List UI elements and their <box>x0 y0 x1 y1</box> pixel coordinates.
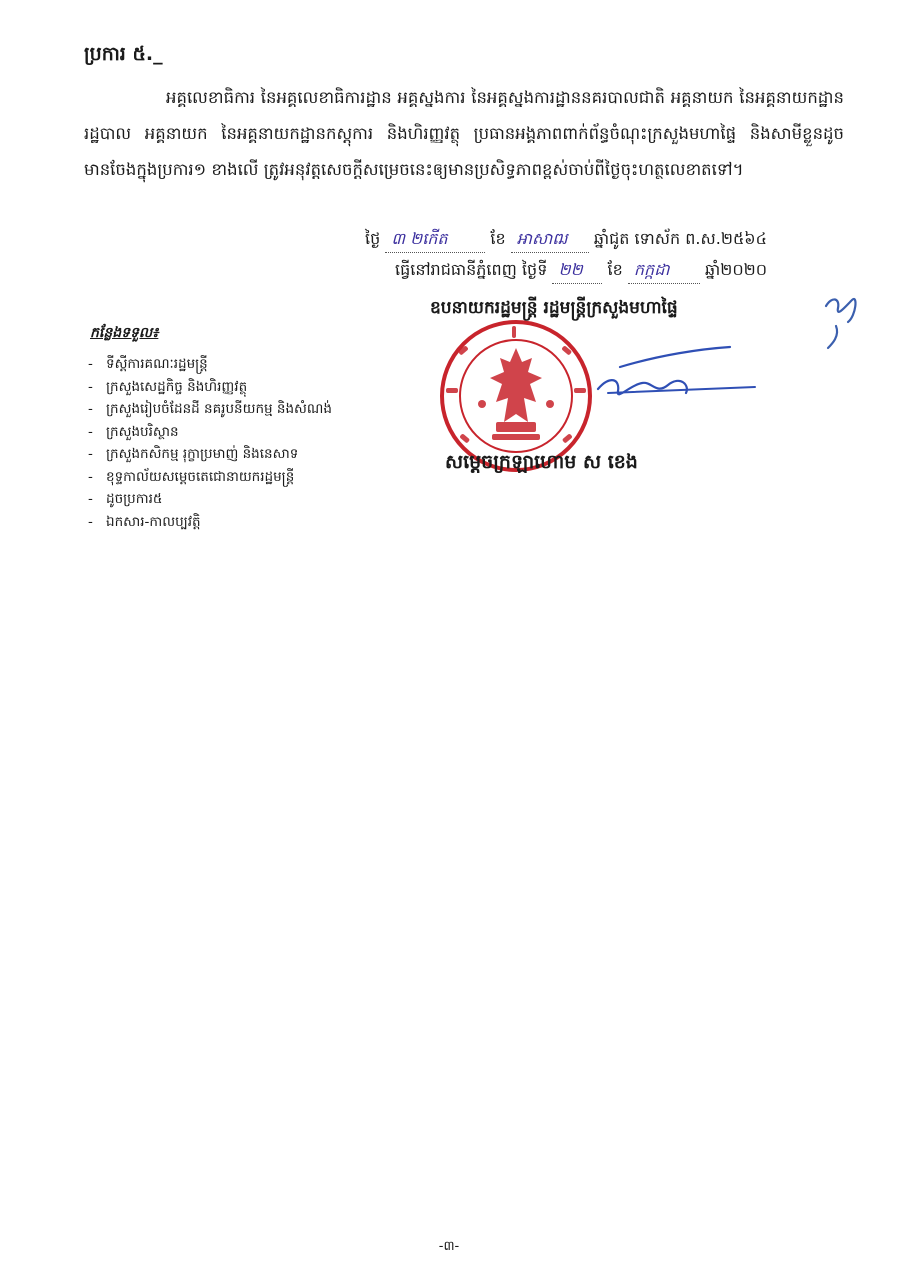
month-handwritten: កក្កដា <box>628 259 700 284</box>
signatory-name: សម្តេចក្រឡាហោម ស ខេង <box>445 451 638 473</box>
lunar-day-handwritten: ៣ ២កើត <box>385 228 485 253</box>
lunar-month-handwritten: អាសាឍ <box>511 228 589 253</box>
lunar-day-prefix: ថ្ងៃ <box>365 229 381 248</box>
lunar-month-prefix: ខែ <box>490 229 506 248</box>
day-handwritten: ២២ <box>552 259 602 284</box>
recipients-heading: កន្លែងទទួល៖ <box>90 325 159 341</box>
recipient-text: ដូចប្រការ៥ <box>106 491 163 507</box>
recipient-text: ក្រសួងរៀបចំដែនដី នគរូបនីយកម្ម និងសំណង់ <box>106 401 332 417</box>
body-paragraph <box>84 80 844 188</box>
handwritten-initials-mark <box>822 286 862 352</box>
recipient-text: ខុទ្ទកាល័យសម្តេចតេជោនាយករដ្ឋមន្ត្រី <box>106 468 295 485</box>
article-heading: ប្រការ ៥._ <box>84 43 163 65</box>
recipient-item <box>88 488 332 511</box>
month-label: ខែ <box>607 260 623 279</box>
solar-date-line <box>395 259 767 284</box>
recipient-text: ឯកសារ-កាលប្បវត្តិ <box>106 513 201 530</box>
recipient-item <box>88 398 332 421</box>
lunar-year: ឆ្នាំជូត ទោស័ក ព.ស.២៥៦៤ <box>593 229 767 248</box>
recipient-item <box>88 511 332 534</box>
recipient-item <box>88 443 332 466</box>
bullet-dash: - <box>88 513 93 530</box>
bullet-dash: - <box>88 468 93 485</box>
lunar-date-line <box>365 228 767 253</box>
bullet-dash: - <box>88 356 93 372</box>
bullet-dash: - <box>88 378 93 395</box>
signature-mark <box>590 345 760 415</box>
bullet-dash: - <box>88 491 93 507</box>
recipients-list <box>88 353 332 533</box>
recipient-item <box>88 466 332 489</box>
signatory-title: ឧបនាយករដ្ឋមន្ត្រី រដ្ឋមន្ត្រីក្រសួងមហាផ្ទៃ <box>430 298 678 318</box>
page-number: -៣- <box>438 1239 460 1254</box>
bullet-dash: - <box>88 446 93 462</box>
recipient-item <box>88 353 332 376</box>
year: ឆ្នាំ២០២០ <box>704 260 768 279</box>
body-text: អគ្គលេខាធិការ នៃអគ្គលេខាធិការដ្ឋាន អគ្គស្នងការ នៃអគ្គស្នងការដ្ឋាននគរបាលជាតិ អគ្គនាយក នៃអគ្គនាយកដ្ឋានរដ្ឋបាល អគ្គនាយក នៃអគ្គនាយកដ្ឋានកស្ដុការ និងហិរញ្ញវត្ថុ ប្រធានអង្គភាពពាក់ព័ន្ធចំណុះក្រសួងមហាផ្ទៃ និងសាមីខ្លួនដូចមានចែងក្នុងប្រការ១ ខាងលើ ត្រូវអនុវត្តសេចក្ដីសម្រេចនេះឲ្យមានប្រសិទ្ធភាពខ្ពស់ចាប់ពីថ្ងៃចុះហត្ថលេខាតទៅ។ <box>84 88 844 179</box>
recipient-text: ទីស្ដីការគណៈរដ្ឋមន្ត្រី <box>106 356 208 372</box>
recipient-item <box>88 376 332 399</box>
recipient-item <box>88 421 332 444</box>
bullet-dash: - <box>88 401 93 417</box>
place-prefix: ធ្វើនៅរាជធានីភ្នំពេញ ថ្ងៃទី <box>395 260 548 279</box>
recipient-text: ក្រសួងកសិកម្ម រុក្ខាប្រមាញ់ និងនេសាទ <box>106 446 299 462</box>
bullet-dash: - <box>88 423 93 440</box>
recipient-text: ក្រសួងសេដ្ឋកិច្ច និងហិរញ្ញវត្ថុ <box>106 378 248 395</box>
recipient-text: ក្រសួងបរិស្ថាន <box>106 423 179 440</box>
